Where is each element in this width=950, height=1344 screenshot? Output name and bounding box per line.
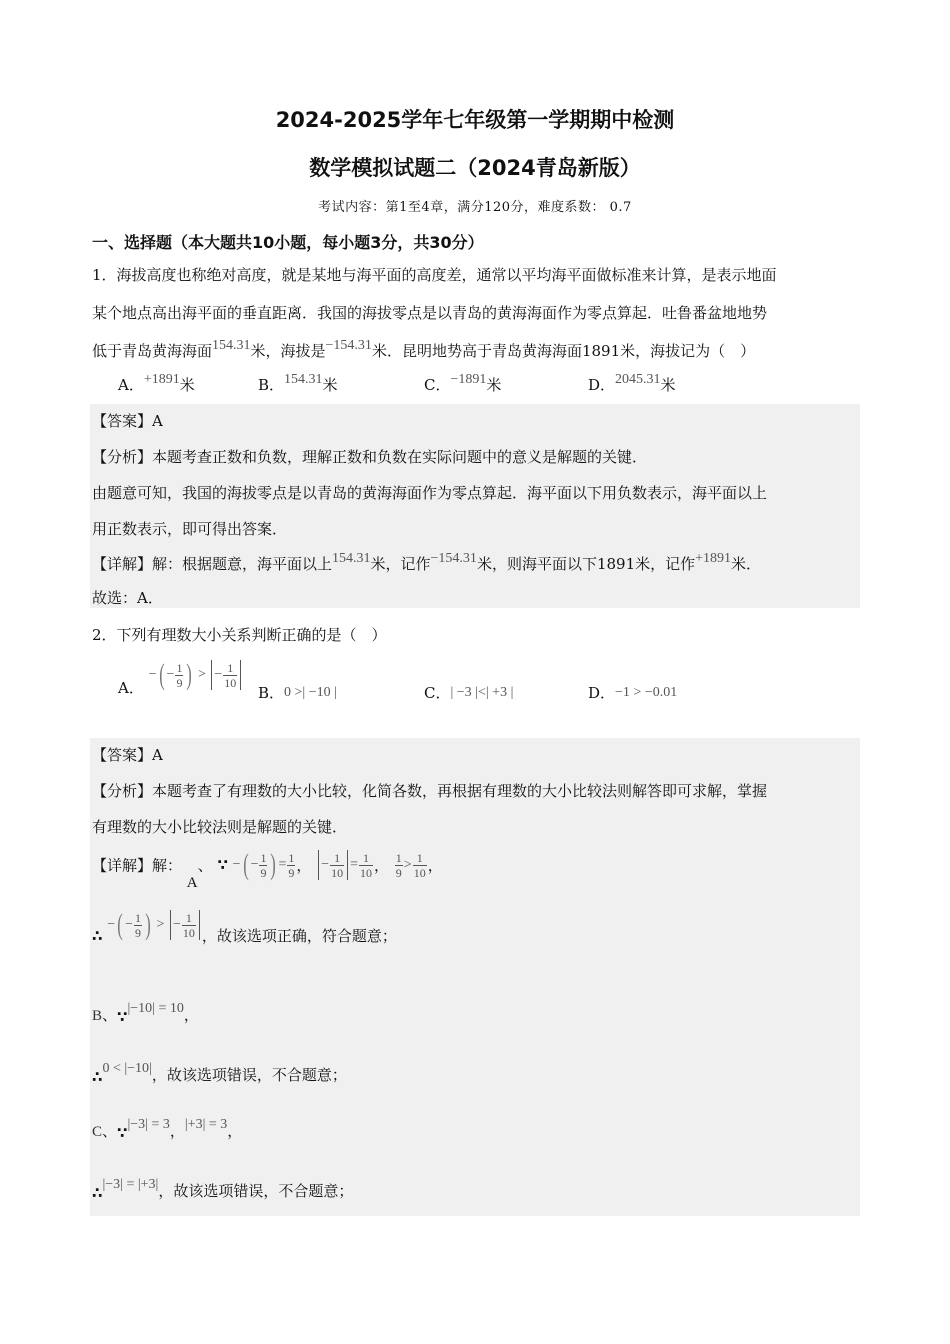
detail-option-letter: C [92,1124,103,1140]
q2-analysis-2: 有理数的大小比较法则是解题的关键． [92,818,348,836]
q1-stem-line1: 1．海拔高度也称绝对高度，就是某地与海平面的高度差，通常以平均海平面做标准来计算，是表示地面 [92,266,777,284]
option-unit: 米 [322,376,338,394]
q2-solution-box [90,738,860,1216]
frac-denominator: 9 [176,675,183,690]
q1-solution-box [90,404,860,608]
detail-separator: 、 [102,1006,118,1024]
option-math: | −3 |<| +3 | [450,685,514,700]
q1-stem-line3 [92,340,755,361]
frac-denominator: 10 [413,865,426,880]
q1-analysis-3: 用正数表示，即可得出答案． [92,520,288,538]
section-heading: 一、选择题（本大题共10小题，每小题3分，共30分） [92,233,484,252]
detail-separator: 、 [197,856,213,875]
math-expression: 0 < |−10| [102,1061,152,1076]
detail-label: 【详解】解： [92,856,183,875]
frac-denominator: 10 [224,675,237,690]
math-expression: |−3| = 3 [127,1117,170,1132]
q1-option-d [588,374,676,395]
option-math: −1 > −0.01 [615,685,678,700]
frac-numerator: 1 [260,850,267,865]
q1-detail-text: 米，则海平面以下1891米，记作 [476,555,696,573]
frac-denominator: 9 [395,865,402,880]
q1-math: 154.31 [212,338,251,353]
frac-numerator: 1 [330,851,344,866]
q1-detail-text: 【详解】解：根据题意，海平面以上 [92,555,333,573]
math-expression: |−3| = |+3| [102,1177,159,1192]
frac-numerator: 1 [288,850,295,865]
comma: ， [227,1122,243,1140]
option-label: C． [424,376,451,394]
option-math: 0 >| −10 | [284,685,337,700]
frac-numerator: 1 [182,911,196,926]
comma: ， [296,856,312,875]
q2-detail-b-conclusion [92,1056,347,1086]
frac-numerator: 1 [176,660,183,675]
therefore-symbol: ∴ [92,1068,103,1086]
detail-option-letter: A [186,875,198,891]
frac-numerator: 1 [223,661,237,676]
option-label: A． [118,679,144,697]
q1-detail-text: 米，记作 [370,555,431,573]
q1-detail-text: 米． [731,555,762,573]
frac-denominator: 10 [182,925,195,940]
q1-detail [92,553,761,574]
q2-detail-a-conclusion [92,910,397,946]
q2-stem: 2．下列有理数大小关系判断正确的是（ ） [92,626,387,644]
option-label: B． [258,376,285,394]
comma: ， [169,1122,185,1140]
option-math: 2045.31 [615,372,661,387]
q1-option-b [258,374,338,395]
because-symbol: ∵ [117,1008,128,1026]
q2-analysis-1: 【分析】本题考查了有理数的大小比较，化简各数，再根据有理数的大小比较法则解答即可求解，掌握 [92,782,768,800]
q2-option-c [424,682,513,703]
option-unit: 米 [486,376,502,394]
q2-option-b [258,682,337,703]
q1-option-a [118,374,195,395]
option-label: D． [588,684,616,702]
q1-analysis-1: 【分析】本题考查正数和负数，理解正数和负数在实际问题中的意义是解题的关键． [92,448,648,466]
q2-detail-b [92,996,199,1026]
option-math: 154.31 [284,372,323,387]
therefore-symbol: ∴ [92,1184,103,1202]
q1-detail-math: 154.31 [332,551,371,566]
option-label: A． [118,376,144,394]
option-label: B． [258,684,285,702]
conclusion-text: ，故该选项错误，不合题意； [151,1066,347,1084]
q2-detail-c-conclusion [92,1172,354,1202]
q1-option-c [424,374,501,395]
expr-abs-tenth: − $\frac{1}{10}$ = $\frac{1}{10}$ [316,850,374,880]
q1-detail-math: −154.31 [430,551,477,566]
option-unit: 米 [179,376,195,394]
q1-detail-math: +1891 [695,551,732,566]
because-symbol: ∵ [117,1124,128,1142]
option-a-expression: −( − $\frac{1}{9}$ ) > − $\frac{1}{10}$ [149,660,244,690]
detail-separator: 、 [102,1122,118,1140]
expr-compare-fractions: $\frac{1}{9}$ > $\frac{1}{10}$ [395,850,426,880]
frac-numerator: 1 [413,851,427,866]
math-expression: |+3| = 3 [184,1117,228,1132]
exam-title: 2024-2025学年七年级第一学期期中检测 [275,108,675,132]
frac-numerator: 1 [359,851,373,866]
q1-text: 低于青岛黄海海面 [92,342,213,360]
frac-denominator: 9 [288,865,295,880]
option-label: C． [424,684,451,702]
option-unit: 米 [660,376,676,394]
comma: ， [183,1006,199,1024]
frac-denominator: 9 [260,865,267,880]
q1-math: −154.31 [325,338,372,353]
q2-option-a [118,660,243,698]
q1-choose: 故选：A． [92,589,163,607]
frac-numerator: 1 [135,910,142,925]
q1-answer: 【答案】A [92,412,163,430]
option-math: −1891 [450,372,487,387]
exam-subtitle: 数学模拟试题二（2024青岛新版） [309,156,641,180]
exam-meta: 考试内容：第1至4章，满分120分，难度系数： 0.7 [318,200,632,215]
expr-a-result: −( − $\frac{1}{9}$ ) > − $\frac{1}{10}$ [107,910,202,940]
frac-denominator: 10 [331,865,344,880]
conclusion-text: ，故该选项正确，符合题意； [201,927,397,945]
therefore-symbol: ∴ [92,927,103,945]
q1-text: 米，海拔是 [250,342,326,360]
q1-text: 米．昆明地势高于青岛黄海海面1891米，海拔记为（ ） [371,342,756,360]
frac-denominator: 10 [359,865,372,880]
frac-denominator: 9 [135,925,142,940]
conclusion-text: ，故该选项错误，不合题意； [158,1182,354,1200]
because-symbol: ∵ [217,856,228,874]
detail-option-letter: B [92,1008,103,1024]
q2-option-d [588,682,677,703]
expr-neg-neg-ninth: −( − $\frac{1}{9}$ ) = $\frac{1}{9}$ [232,848,295,881]
q2-detail-c [92,1112,243,1142]
q2-detail-a [92,850,443,892]
option-label: D． [588,376,616,394]
q2-answer: 【答案】A [92,746,163,764]
frac-numerator: 1 [395,850,402,865]
option-math: +1891 [143,372,180,387]
math-expression: |−10| = 10 [127,1001,184,1016]
q1-stem-line2: 某个地点高出海平面的垂直距离．我国的海拔零点是以青岛的黄海海面作为零点算起．吐鲁番盆地地势 [92,304,768,322]
comma: ， [427,856,443,875]
comma: ， [373,856,389,875]
q1-analysis-2: 由题意可知，我国的海拔零点是以青岛的黄海海面作为零点算起．海平面以下用负数表示，海平面以上 [92,484,768,502]
